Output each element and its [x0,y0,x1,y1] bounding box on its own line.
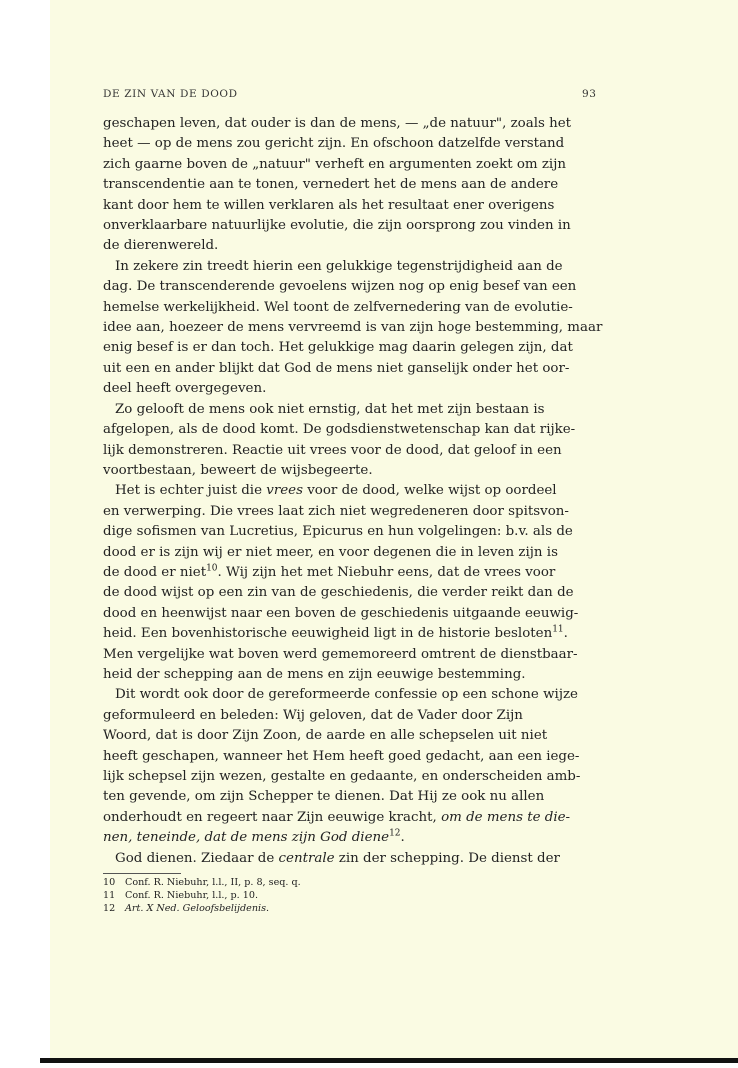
footnote-number: 10 [103,877,116,888]
text-line: transcendentie aan te tonen, vernedert het de mens aan de andere [103,177,559,193]
text-run: . Wij zijn het met Niebuhr eens, dat de vrees voor [217,564,556,580]
text-line: voortbestaan, beweert de wijsbegeerte. [103,462,373,478]
footnote [103,889,603,902]
text-line: idee aan, hoezeer de mens vervreemd is van zijn hoge bestemming, maar [103,320,603,336]
text-line: lijk demonstreren. Reactie uit vrees voor de dood, dat geloof in een [103,442,562,458]
text-line: deel heeft overgegeven. [103,381,267,397]
text-run: heid. Een bovenhistorische eeuwigheid ligt in de historie besloten [103,626,553,642]
text-line [103,828,603,848]
footnote-reference[interactable]: 10 [206,563,218,574]
text-line: dood er is zijn wij er niet meer, en voor degenen die in leven zijn is [103,544,558,560]
footnote-number: 12 [103,903,116,915]
emphasis-text: nen, teneinde, dat de mens zijn God diene [103,830,390,846]
text-line: de dierenwereld. [103,238,219,254]
text-line: heet — op de mens zou gericht zijn. En ofschoon datzelfde verstand [103,136,565,152]
running-head-title: DE ZIN VAN DE DOOD [103,88,238,100]
footnote-reference[interactable]: 12 [389,828,401,839]
text-line: Zo gelooft de mens ook niet ernstig, dat het met zijn bestaan is [115,401,545,417]
text-line: dige sofismen van Lucretius, Epicurus en hun volgelingen: b.v. als de [103,524,573,540]
text-line: zich gaarne boven de „natuur" verheft en argumenten zoekt om zijn [103,156,566,172]
footnote [103,902,603,915]
paragraph-4 [103,481,603,685]
footnotes [103,876,603,916]
footnote-text: Conf. R. Niebuhr, l.l., II, p. 8, seq. q. [125,877,301,888]
text-line: geformuleerd en beleden: Wij geloven, dat de Vader door Zijn [103,707,523,723]
paragraph-1 [103,114,603,257]
footnote-text: Art. X Ned. Geloofsbelijdenis. [125,903,270,915]
footnote-number: 11 [103,890,116,902]
paragraph-6 [103,849,603,869]
text-line: geschapen leven, dat ouder is dan de mens, — „de natuur", zoals het [103,116,572,131]
text-run: Het is echter juist die [115,483,267,499]
text-line: enig besef is er dan toch. Het gelukkige mag daarin gelegen zijn, dat [103,340,573,356]
text-line [103,849,603,869]
text-line [103,481,603,501]
emphasis-text: vrees [266,483,303,499]
text-line: kant door hem te willen verklaren als het resultaat ener overigens [103,197,555,213]
text-line: Men vergelijke wat boven werd gememoreerd omtrent de dienstbaar- [103,646,578,662]
body-text [103,114,603,869]
text-run: zin der schepping. De dienst der [334,850,560,866]
text-run: . [400,830,405,846]
emphasis-text: centrale [278,850,335,866]
text-line: dag. De transcenderende gevoelens wijzen nog op enig besef van een [103,279,577,295]
text-line: uit een en ander blijkt dat God de mens niet ganselijk onder het oor- [103,360,570,376]
text-line: heid der schepping aan de mens en zijn eeuwige bestemming. [103,666,526,682]
text-run: God dienen. Ziedaar de [115,850,279,866]
text-line: heeft geschapen, wanneer het Hem heeft goed gedacht, aan een iege- [103,748,580,764]
text-line: en verwerping. Die vrees laat zich niet wegredeneren door spitsvon- [103,503,569,519]
footnote-text: Conf. R. Niebuhr, l.l., p. 10. [125,890,259,902]
footnote [103,876,603,889]
text-run: de dood er niet [103,564,207,580]
text-run: onderhoudt en regeert naar Zijn eeuwige kracht, [103,809,442,825]
bottom-edge-rule [40,1058,738,1063]
emphasis-text: om de mens te die- [441,809,571,825]
text-line: hemelse werkelijkheid. Wel toont de zelfvernedering van de evolutie- [103,299,573,315]
text-line: Woord, dat is door Zijn Zoon, de aarde en alle schepselen uit niet [103,728,548,744]
text-line: lijk schepsel zijn wezen, gestalte en gedaante, en onderscheiden amb- [103,769,581,784]
text-line: dood en heenwijst naar een boven de geschiedenis uitgaande eeuwig- [103,605,579,621]
paragraph-5 [103,685,603,848]
text-line: onverklaarbare natuurlijke evolutie, die zijn oorsprong zou vinden in [103,218,571,234]
page-number: 93 [582,88,597,100]
footnote-reference[interactable]: 11 [552,624,564,635]
paragraph-2 [103,257,603,400]
text-run: voor de dood, welke wijst op oordeel [302,483,557,499]
text-line: afgelopen, als de dood komt. De godsdienstwetenschap kan dat rijke- [103,422,576,438]
text-line: Dit wordt ook door de gereformeerde confessie op een schone wijze [115,687,578,703]
text-line: In zekere zin treedt hierin een gelukkige tegenstrijdigheid aan de [115,258,563,274]
text-line [103,563,603,583]
footnote-divider [103,873,181,874]
text-line [103,624,603,644]
text-line [103,808,603,828]
text-line: ten gevende, om zijn Schepper te dienen. Dat Hij ze ook nu allen [103,789,545,805]
paragraph-3 [103,400,603,482]
text-line: de dood wijst op een zin van de geschiedenis, die verder reikt dan de [103,585,574,601]
text-run: . [563,626,568,642]
